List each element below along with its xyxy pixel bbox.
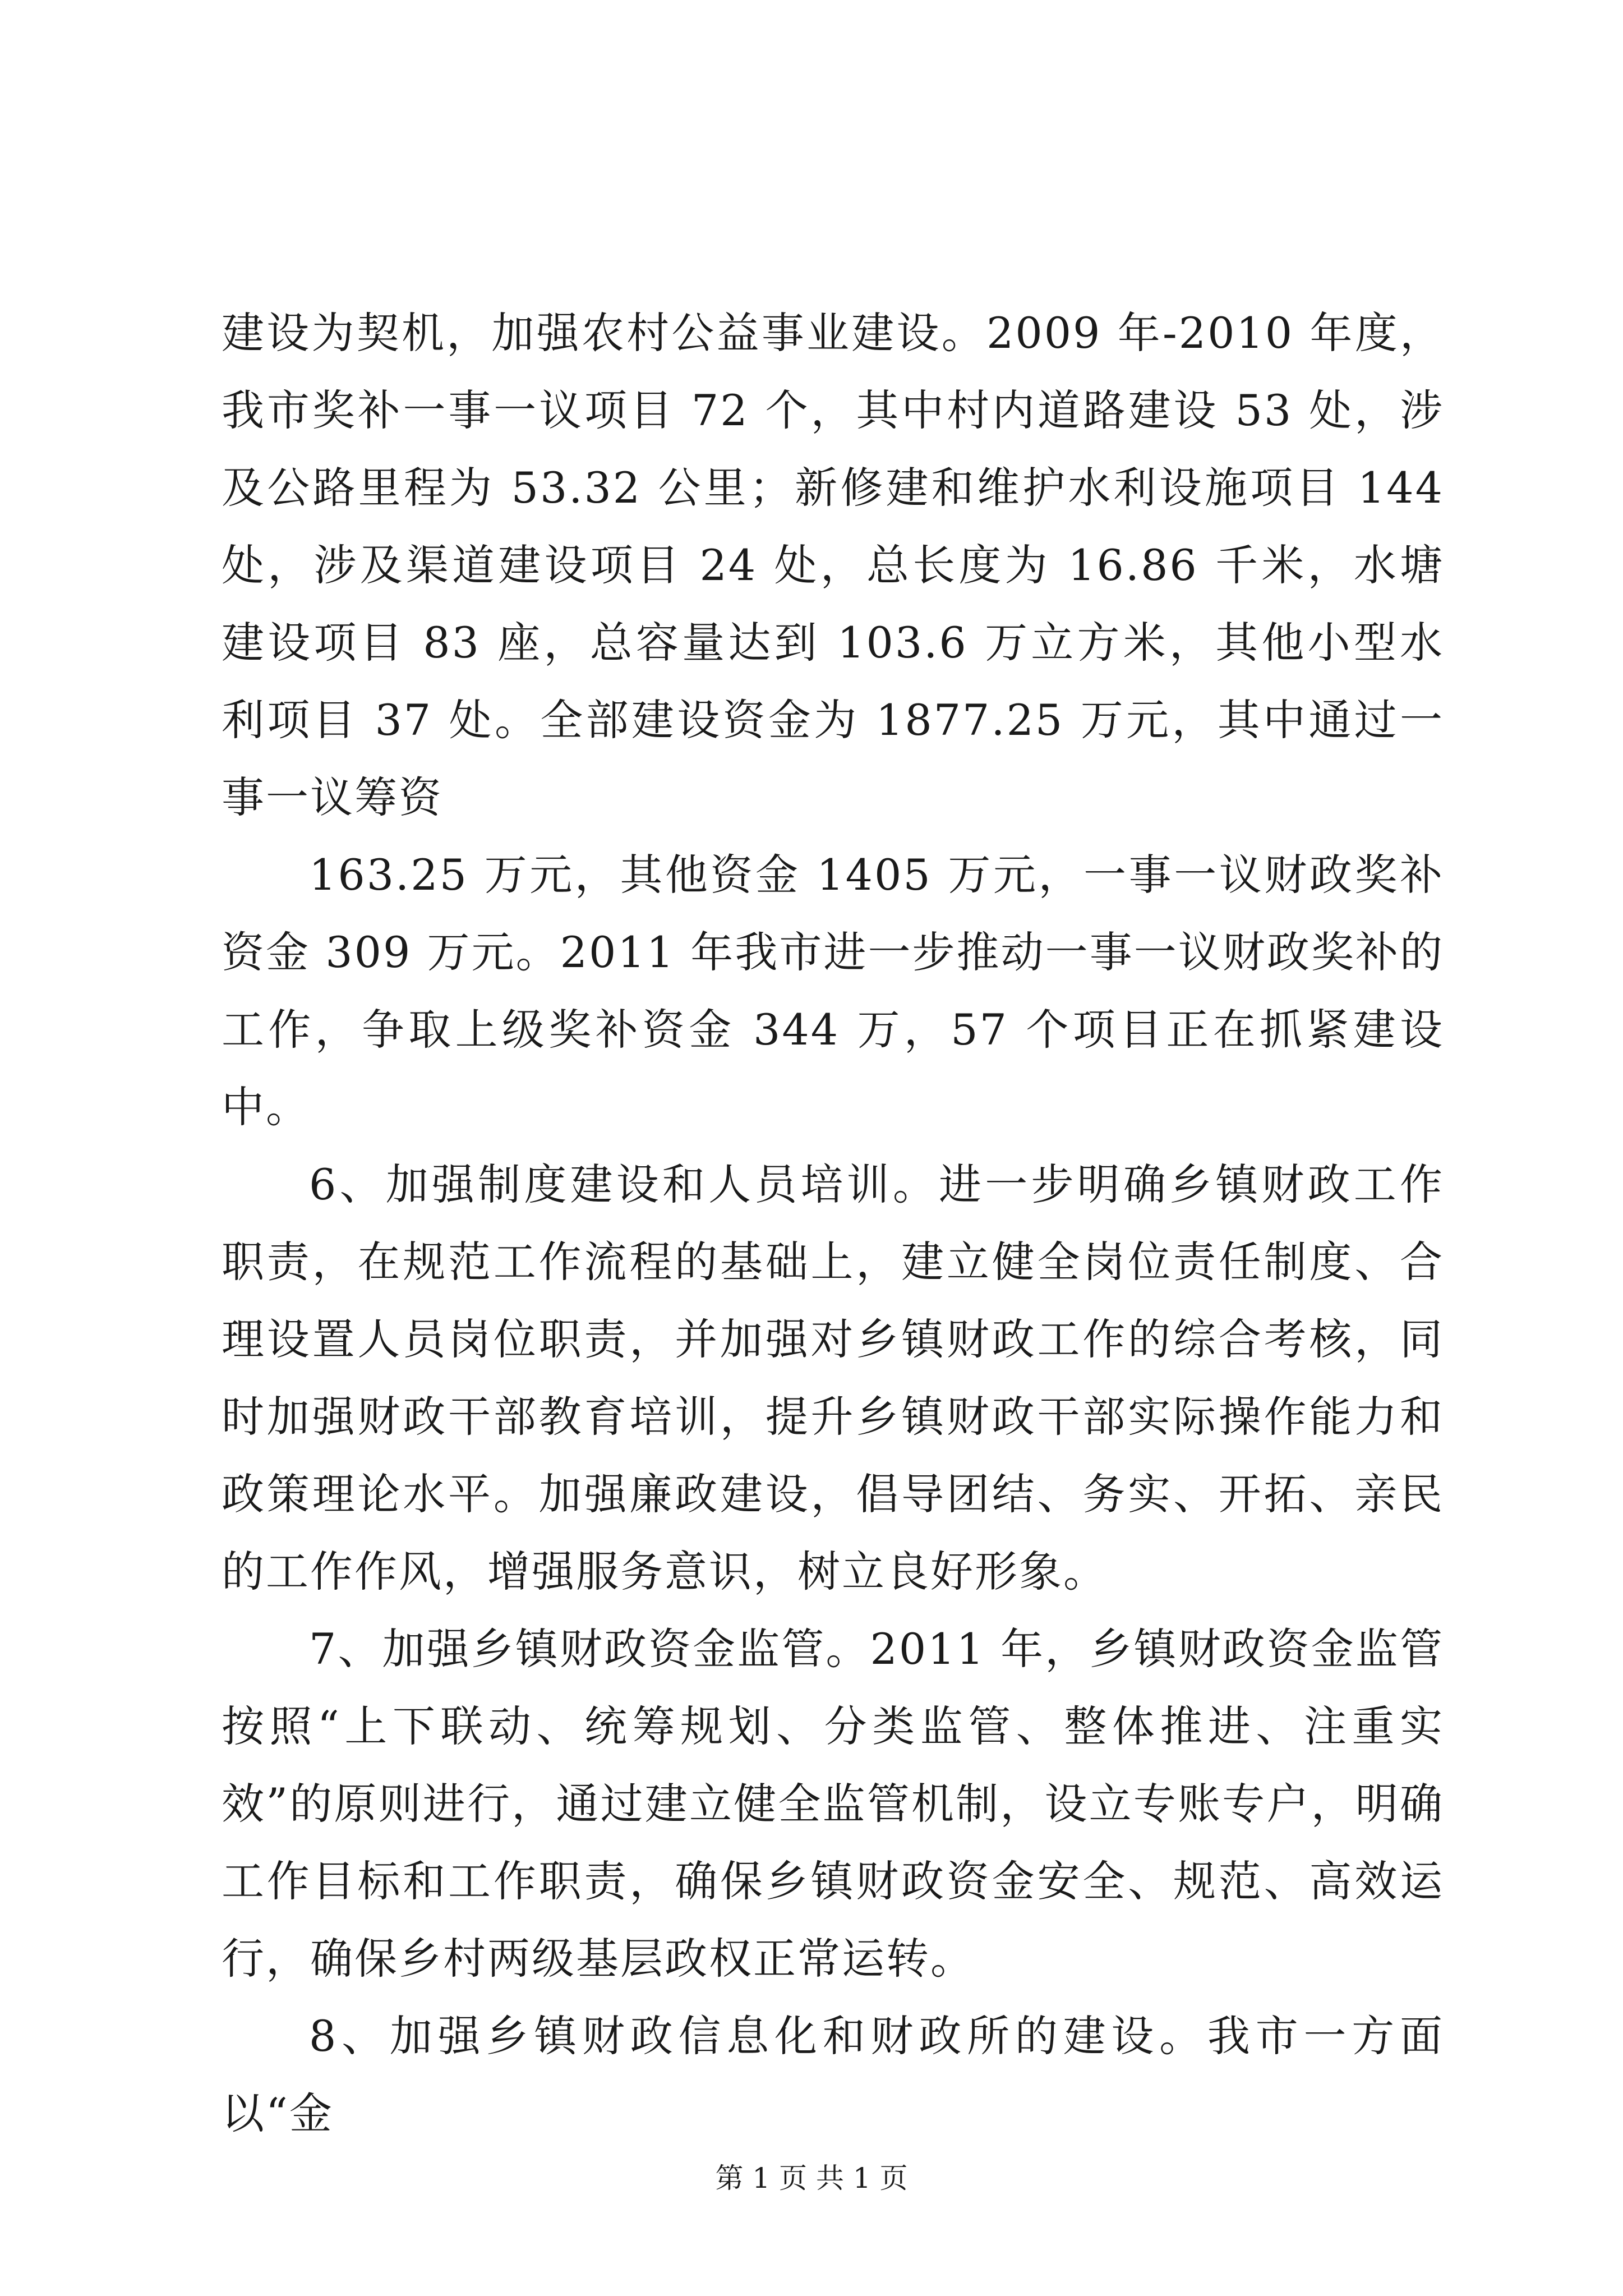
page-footer: 第 1 页 共 1 页 bbox=[715, 2162, 908, 2194]
document-body bbox=[222, 295, 1444, 2152]
paragraph-5: 8、加强乡镇财政信息化和财政所的建设。我市一方面以“金 bbox=[222, 2011, 1444, 2138]
paragraph-2: 163.25 万元，其他资金 1405 万元，一事一议财政奖补资金 309 万元。2011 年我市进一步推动一事一议财政奖补的工作，争取上级奖补资金 344 万，57 个项目正在抓紧建设中。 bbox=[222, 850, 1444, 1132]
paragraph-1: 建设为契机，加强农村公益事业建设。2009 年-2010 年度，我市奖补一事一议项目 72 个，其中村内道路建设 53 处，涉及公路里程为 53.32 公里；新修建和维护水利设施项目 144 处，涉及渠道建设项目 24 处，总长度为 16.86 千米，水塘建设项目 83 座，总容量达到 103.6 万立方米，其他小型水利项目 37 处。全部建设资金为 1877.25 万元，其中通过一事一议筹资 bbox=[222, 308, 1444, 822]
paragraph-4: 7、加强乡镇财政资金监管。2011 年，乡镇财政资金监管按照“上下联动、统筹规划、分类监管、整体推进、注重实效”的原则进行，通过建立健全监管机制，设立专账专户，明确工作目标和工作职责，确保乡镇财政资金安全、规范、高效运行，确保乡村两级基层政权正常运转。 bbox=[222, 1624, 1444, 1984]
paragraph-3: 6、加强制度建设和人员培训。进一步明确乡镇财政工作职责，在规范工作流程的基础上，建立健全岗位责任制度、合理设置人员岗位职责，并加强对乡镇财政工作的综合考核，同时加强财政干部教育培训，提升乡镇财政干部实际操作能力和政策理论水平。加强廉政建设，倡导团结、务实、开拓、亲民的工作作风，增强服务意识，树立良好形象。 bbox=[222, 1159, 1444, 1596]
